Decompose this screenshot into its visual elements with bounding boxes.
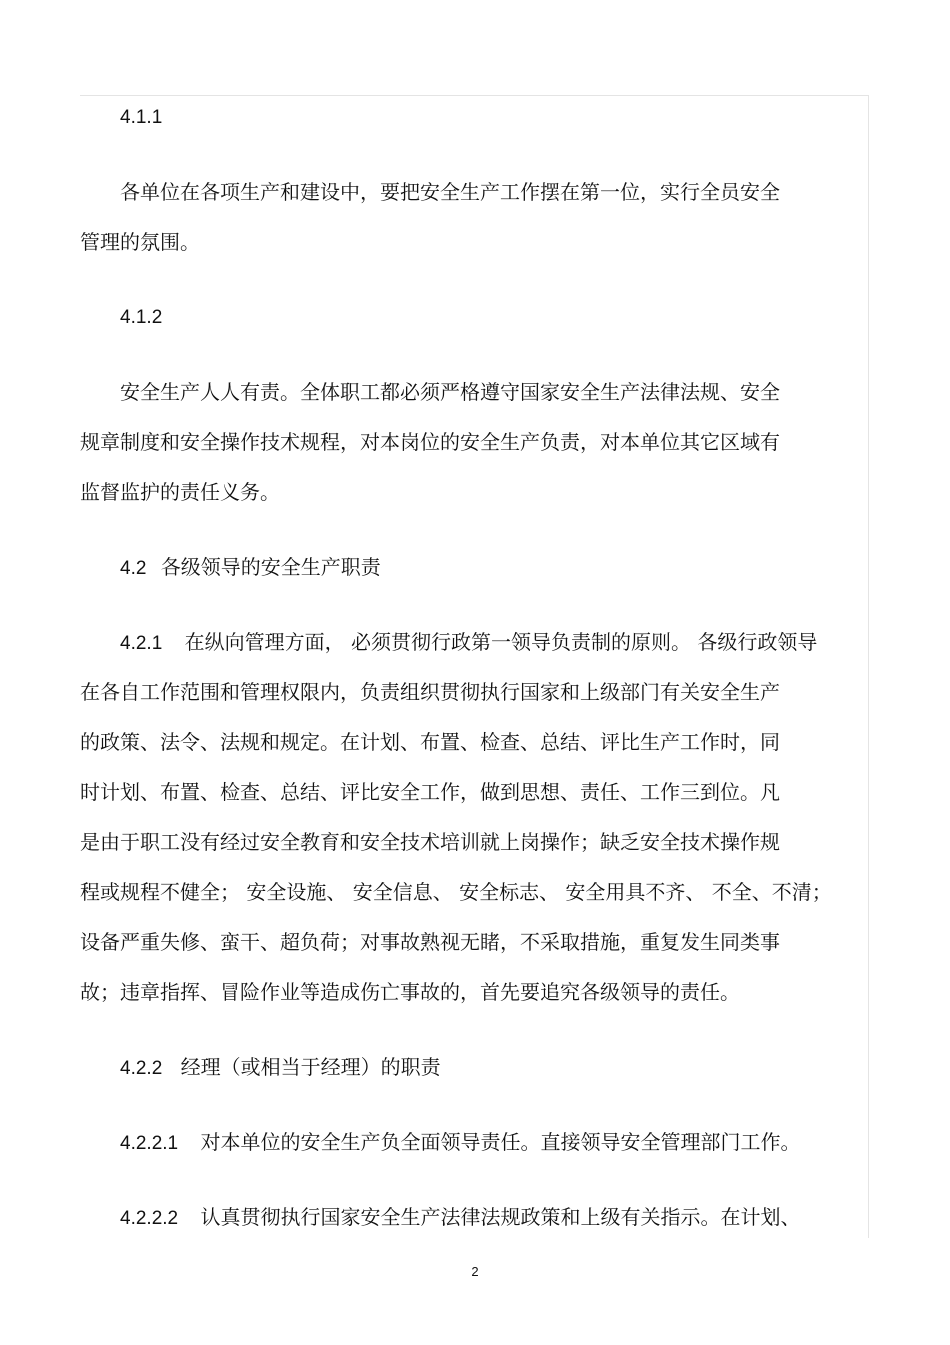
paragraph-line: 的政策、法令、法规和规定。在计划、布置、检查、总结、评比生产工作时，同 [80, 730, 780, 754]
section-number: 4.2.2.1 [120, 1133, 179, 1154]
paragraph-line: 监督监护的责任义务。 [80, 480, 280, 504]
heading-4-1-2: 4.1.2 [120, 307, 163, 328]
section-number: 4.2.2 [120, 1058, 163, 1079]
section-number: 4.2.1 [120, 633, 163, 654]
heading-4-1-1: 4.1.1 [120, 107, 163, 128]
paragraph-line: 设备严重失修、蛮干、超负荷；对事故熟视无睹，不采取措施，重复发生同类事 [80, 930, 780, 954]
section-number: 4.2 [120, 558, 147, 579]
paragraph-line: 规章制度和安全操作技术规程，对本岗位的安全生产负责，对本单位其它区域有 [80, 430, 780, 454]
paragraph-text: 对本单位的安全生产负全面领导责任。直接领导安全管理部门工作。 [200, 1130, 801, 1154]
paragraph-line: 在各自工作范围和管理权限内，负责组织贯彻执行国家和上级部门有关安全生产 [80, 680, 780, 704]
paragraph-line: 各单位在各项生产和建设中，要把安全生产工作摆在第一位，实行全员安全 [120, 180, 780, 204]
section-number: 4.2.2.2 [120, 1208, 179, 1229]
page-number: 2 [471, 1264, 479, 1279]
paragraph-text: 在纵向管理方面， 必须贯彻行政第一领导负责制的原则。 各级行政领导 [184, 630, 818, 654]
paragraph-line [120, 630, 817, 656]
heading-4-2-2 [120, 1055, 441, 1081]
section-title: 经理（或相当于经理）的职责 [180, 1055, 441, 1079]
paragraph-text: 认真贯彻执行国家安全生产法律法规政策和上级有关指示。在计划、 [200, 1205, 801, 1229]
paragraph-line: 是由于职工没有经过安全教育和安全技术培训就上岗操作；缺乏安全技术操作规 [80, 830, 780, 854]
paragraph-line: 故；违章指挥、冒险作业等造成伤亡事故的，首先要追究各级领导的责任。 [80, 980, 740, 1004]
paragraph-line [120, 1205, 800, 1231]
paragraph-line: 管理的氛围。 [80, 230, 200, 254]
paragraph-line [120, 1130, 800, 1156]
paragraph-line: 时计划、布置、检查、总结、评比安全工作，做到思想、责任、工作三到位。凡 [80, 780, 780, 804]
heading-4-2 [120, 555, 381, 581]
paragraph-line: 程或规程不健全； 安全设施、 安全信息、 安全标志、 安全用具不齐、 不全、不清； [80, 880, 832, 904]
paragraph-line: 安全生产人人有责。全体职工都必须严格遵守国家安全生产法律法规、安全 [120, 380, 780, 404]
section-title: 各级领导的安全生产职责 [160, 555, 381, 579]
